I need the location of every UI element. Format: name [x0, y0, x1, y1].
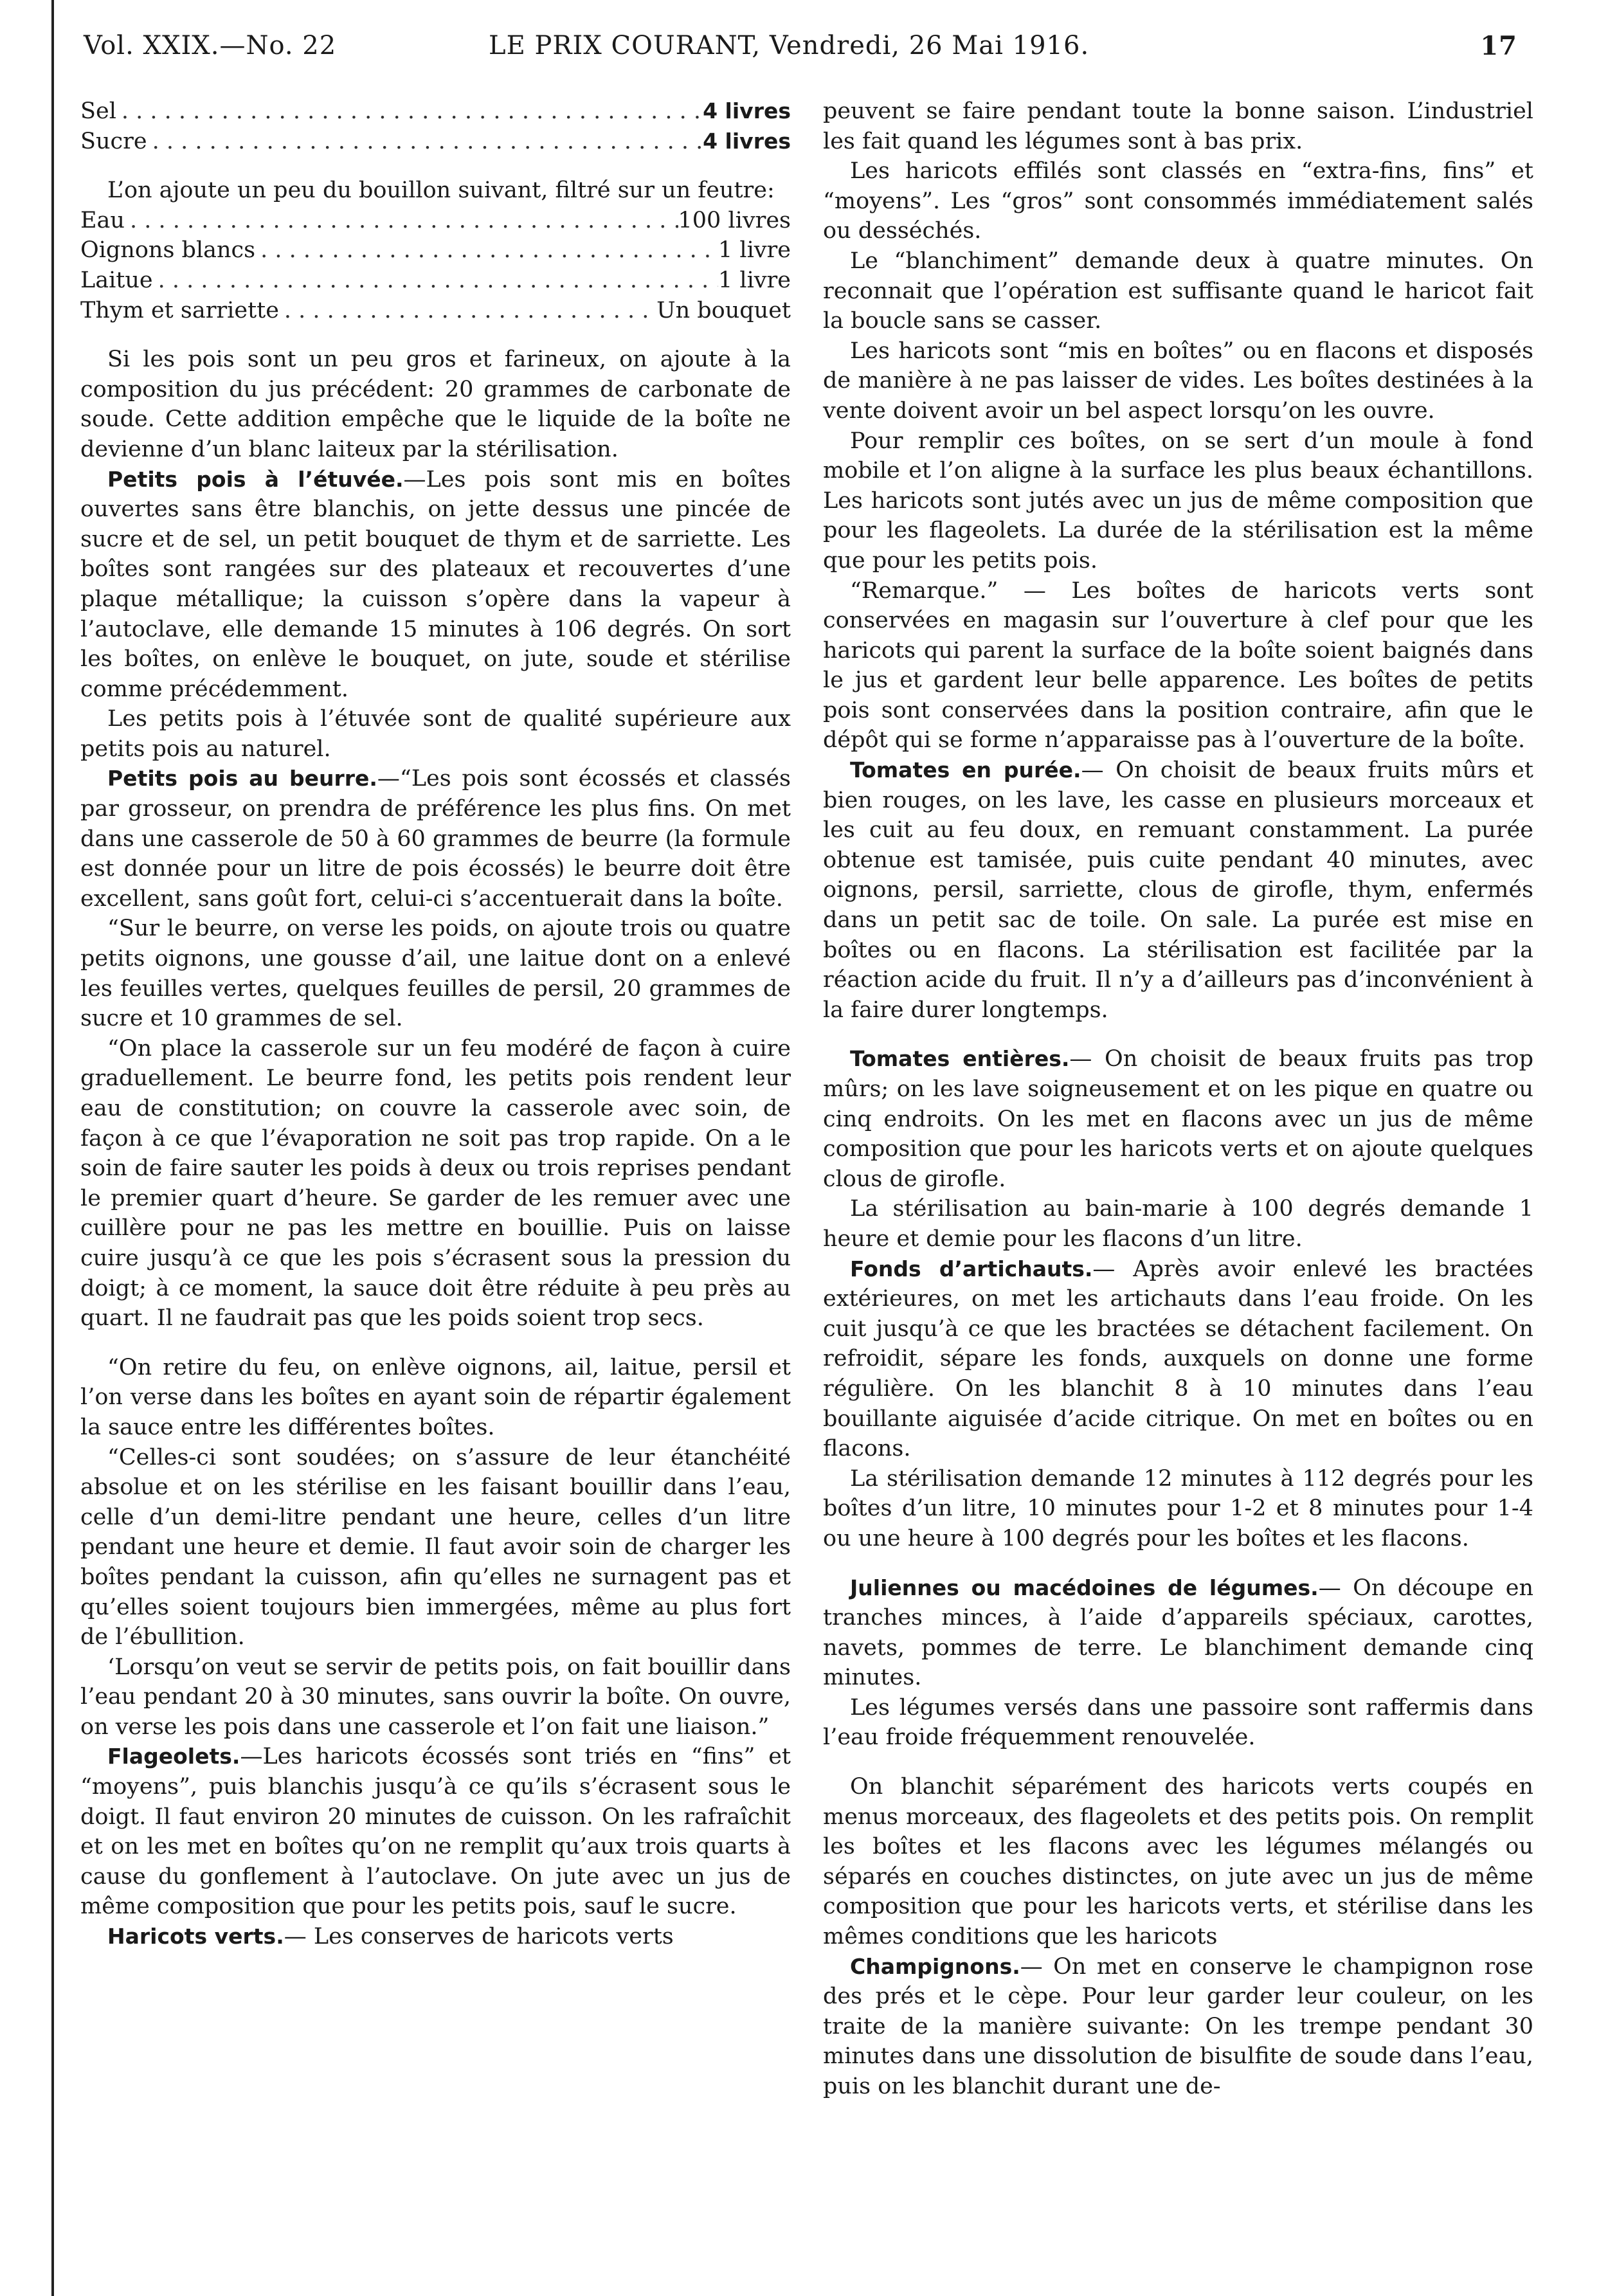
section-body: —Les pois sont mis en boîtes ouvertes sans être blanchis, on jette dessus une pincée de sucre et de sel, un petit bouquet de thym et de sarriette. Les boîtes sont rangées sur des plateaux et recouvertes d’une plaque métallique; la cuisson s’opère dans la vapeur à l’autoclave, elle demande 15 minutes à 106 degrés. On sort les boîtes, on enlève le bouquet, on jute, soude et stérilise comme précédemment.	[80, 466, 791, 702]
paragraph: La stérilisation demande 12 minutes à 112 degrés pour les boîtes d’un litre, 10 minutes pour 1-2 et 8 minutes pour 1-4 ou une heure à 100 degrés pour les boîtes et les flacons.	[823, 1465, 1533, 1551]
ingredient-name: Eau	[80, 207, 125, 233]
leader-dots	[147, 127, 703, 157]
paragraph: Le “blanchiment” demande deux à quatre minutes. On reconnait que l’opération est suffisante quand le haricot fait la boucle sans se casser.	[823, 248, 1533, 334]
page-edge-rule	[51, 0, 54, 2296]
recipe-row	[80, 235, 791, 266]
section-paragraph	[80, 465, 791, 705]
paragraph: Les haricots sont “mis en boîtes” ou en flacons et disposés de manière à ne pas laisser de vides. Les boîtes destinées à la vente doivent avoir un bel aspect lorsqu’on les ouvre.	[823, 338, 1533, 424]
section-heading: Petits pois à l’étuvée.	[107, 466, 404, 492]
section-heading: Petits pois au beurre.	[107, 766, 377, 791]
section-heading: Tomates en purée.	[850, 757, 1081, 783]
ingredient-name: Laitue	[80, 267, 153, 293]
publication-title: LE PRIX COURANT, Vendredi, 26 Mai 1916.	[489, 31, 1090, 60]
paragraph: “Sur le beurre, on verse les poids, on ajoute trois ou quatre petits oignons, une gousse d’ail, une laitue dont on a enlevé les feuilles vertes, quelques feuilles de persil, 20 grammes de sucre et 10 grammes de sel.	[80, 916, 791, 1032]
recipe-row	[80, 127, 791, 157]
section-body: —“Les pois sont écossés et classés par grosseur, on prendra de préférence les plus fins. On met dans une casserole de 50 à 60 grammes de beurre (la formule est donnée pour un litre de pois écossés) le beurre doit être excellent, sans goût fort, celui-ci s’accentuerait dans la boîte.	[80, 766, 791, 912]
page-header	[84, 31, 1517, 69]
paragraph: L’on ajoute un peu du bouillon suivant, filtré sur un feutre:	[107, 177, 775, 204]
paragraph: “On place la casserole sur un feu modéré de façon à cuire graduellement. Le beurre fond, les petits pois rendent leur eau de constitution; on couvre la casserole avec soin, de façon à ce que l’évaporation ne soit pas trop rapide. On a le soin de faire sauter les poids à deux ou trois reprises pendant le premier quart d’heure. Se garder de les remuer avec une cuillère pour ne pas les mettre en bouillie. Puis on laisse cuire jusqu’à ce que les pois s’écrasent sous la pression du doigt; à ce moment, la sauce doit être réduite à peu près au quart. Il ne faudrait pas que les poids soient trop secs.	[80, 1035, 791, 1332]
ingredient-quantity: 1 livre	[718, 267, 791, 293]
paragraph: “On retire du feu, on enlève oignons, ail, laitue, persil et l’on verse dans les boîtes en ayant soin de répartir également la sauce entre les différentes boîtes.	[80, 1354, 791, 1440]
ingredient-name: Sucre	[80, 128, 147, 154]
ingredient-quantity: 4 livres	[703, 128, 791, 154]
leader-dots	[279, 296, 656, 326]
ingredient-quantity: Un bouquet	[656, 297, 791, 323]
ingredient-name: Oignons blancs	[80, 237, 256, 264]
paragraph: “Celles-ci sont soudées; on s’assure de leur étanchéité absolue et on les stérilise en les faisant bouillir dans l’eau, celle d’un demi-litre pendant une heure, celles d’un litre pendant une heure et demie. Il faut avoir soin de charger les boîtes pendant la cuisson, afin qu’elles ne surnagent pas et qu’elles soient toujours bien immergées, même au plus fort de l’ébullition.	[80, 1444, 791, 1650]
paragraph: La stérilisation au bain-marie à 100 degrés demande 1 heure et demie pour les flacons d’un litre.	[823, 1196, 1533, 1252]
ingredient-quantity: 100 livres	[678, 207, 791, 233]
section-body: —Les haricots écossés sont triés en “fins” et “moyens”, puis blanchis jusqu’à ce qu’ils s’écrasent sous le doigt. Il faut environ 20 minutes de cuisson. On les rafraîchit et on les met en boîtes qu’on ne remplit qu’aux trois quarts à cause du gonflement à l’autoclave. On jute avec un jus de même composition que pour les petits pois, sauf le sucre.	[80, 1744, 791, 1920]
ingredient-name: Sel	[80, 98, 116, 124]
leader-dots	[116, 96, 703, 127]
section-heading: Juliennes ou macédoines de légumes.	[850, 1575, 1319, 1600]
ingredient-quantity: 1 livre	[718, 237, 791, 264]
section-paragraph	[823, 1044, 1533, 1194]
recipe-row	[80, 206, 791, 236]
left-column	[80, 96, 791, 1952]
section-body: — Les conserves de haricots verts	[284, 1924, 674, 1950]
section-paragraph	[823, 1573, 1533, 1693]
paragraph: Les haricots effilés sont classés en “extra-fins, fins” et “moyens”. Les “gros” sont consommés immédiatement salés ou desséchés.	[823, 158, 1533, 244]
volume-number: Vol. XXIX.—No. 22	[84, 31, 337, 60]
ingredient-name: Thym et sarriette	[80, 297, 279, 323]
section-body: — On choisit de beaux fruits pas trop mûrs; on les lave soigneusement et on les pique en quatre ou cinq endroits. On les met en flacons avec un jus de même composition que pour les haricots verts et on ajoute quelques clous de girofle.	[823, 1046, 1533, 1192]
section-heading: Fonds d’artichauts.	[850, 1256, 1093, 1281]
page-number: 17	[1480, 31, 1517, 61]
right-column	[823, 96, 1533, 2102]
ingredient-quantity: 4 livres	[703, 98, 791, 123]
section-heading: Flageolets.	[107, 1744, 240, 1769]
section-heading: Tomates entières.	[850, 1046, 1070, 1072]
leader-dots	[125, 206, 678, 236]
section-body: — On met en conserve le champignon rose des prés et le cèpe. Pour leur garder leur couleur, on les traite de la manière suivante: On les trempe pendant 30 minutes dans une dissolution de bisulfite de soude dans l’eau, puis on les blanchit durant une de-	[823, 1953, 1533, 2099]
paragraph: peuvent se faire pendant toute la bonne saison. L’industriel les fait quand les légumes sont à bas prix.	[823, 98, 1533, 154]
paragraph: Pour remplir ces boîtes, on se sert d’un moule à fond mobile et l’on aligne à la surface les plus beaux échantillons. Les haricots sont jutés avec un jus de même composition que pour les flageolets. La durée de la stérilisation est la même que pour les petits pois.	[823, 428, 1533, 574]
leader-dots	[255, 235, 718, 266]
section-paragraph	[80, 1922, 791, 1952]
paragraph: Les légumes versés dans une passoire sont raffermis dans l’eau froide fréquemment renouvelée.	[823, 1694, 1533, 1751]
section-paragraph	[823, 1254, 1533, 1464]
section-body: — Après avoir enlevé les bractées extérieures, on met les artichauts dans l’eau froide. On les cuit jusqu’à ce que les bractées se détachent facilement. On refroidit, sépare les fonds, auxquels on donne une forme régulière. On les blanchit 8 à 10 minutes dans l’eau bouillante aiguisée d’acide citrique. On met en boîtes ou en flacons.	[823, 1256, 1534, 1462]
recipe-row	[80, 296, 791, 326]
section-body: — On découpe en tranches minces, à l’aide d’appareils spéciaux, carottes, navets, pommes de terre. Le blanchiment demande cinq minutes.	[823, 1575, 1533, 1691]
recipe-list-bouillon	[80, 206, 791, 325]
section-paragraph	[80, 1742, 791, 1922]
paragraph: “Remarque.” — Les boîtes de haricots verts sont conservées en magasin sur l’ouverture à clef pour que les haricots qui parent la surface de la boîte soient baignés dans le jus et gardent leur belle apparence. Les boîtes de petits pois sont conservées dans la position contraire, afin que le dépôt qui se forme n’apparaisse pas à l’ouverture de la boîte.	[823, 577, 1533, 754]
section-paragraph	[80, 764, 791, 914]
recipe-row	[80, 96, 791, 127]
paragraph: Si les pois sont un peu gros et farineux, on ajoute à la composition du jus précédent: 20 grammes de carbonate de soude. Cette addition empêche que le liquide de la boîte ne devienne d’un blanc laiteux par la stérilisation.	[80, 347, 791, 462]
recipe-list-salt-sugar	[80, 96, 791, 156]
section-heading: Haricots verts.	[107, 1924, 284, 1949]
paragraph: On blanchit séparément des haricots verts coupés en menus morceaux, des flageolets et des petits pois. On remplit les boîtes et les flacons avec les légumes mélangés ou séparés en couches distinctes, on jute avec un jus de même composition que pour les haricots verts, et stérilise dans les mêmes conditions que les haricots	[823, 1774, 1533, 1950]
paragraph: Les petits pois à l’étuvée sont de qualité supérieure aux petits pois au naturel.	[80, 706, 791, 762]
leader-dots	[153, 266, 718, 296]
section-body: — On choisit de beaux fruits mûrs et bien rouges, on les lave, les casse en plusieurs morceaux et les cuit au feu doux, en remuant constamment. La purée obtenue est tamisée, puis cuite pendant 40 minutes, avec oignons, persil, sarriette, clous de girofle, thym, enfermés dans un petit sac de toile. On sale. La purée est mise en boîtes ou en flacons. La stérilisation est facilitée par la réaction acide du fruit. Il n’y a d’ailleurs pas d’inconvénient à la faire durer longtemps.	[823, 757, 1533, 1023]
paragraph: ‘Lorsqu’on veut se servir de petits pois, on fait bouillir dans l’eau pendant 20 à 30 minutes, sans ouvrir la boîte. On ouvre, on verse les pois dans une casserole et l’on fait une liaison.”	[80, 1654, 791, 1740]
section-heading: Champignons.	[850, 1953, 1020, 1979]
recipe-row	[80, 266, 791, 296]
section-paragraph	[823, 755, 1533, 1025]
section-paragraph	[823, 1952, 1533, 2102]
